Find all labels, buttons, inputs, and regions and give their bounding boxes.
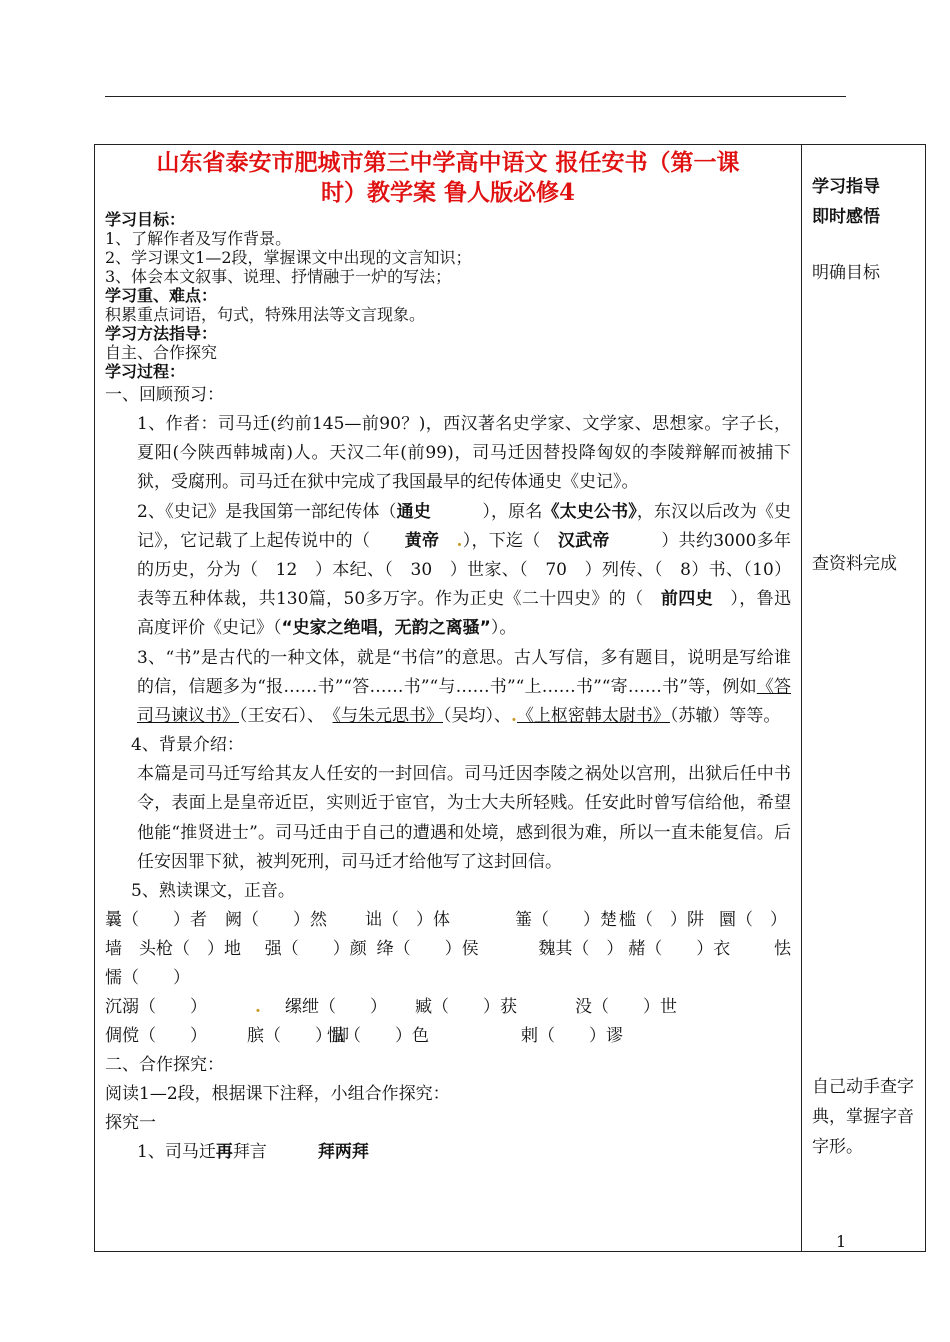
text-run: 1、司马迁 <box>137 1142 216 1163</box>
mark-dot: . <box>255 997 261 1018</box>
answer: 通史 <box>396 501 431 522</box>
header-rule <box>105 96 846 97</box>
pronunciation-row <box>105 1022 791 1051</box>
pron-item: 绛（ ）侯 <box>376 939 479 960</box>
answer: 30 <box>410 560 433 581</box>
method-heading: 学习方法指导： <box>105 324 218 343</box>
mark-dot: . <box>511 706 517 727</box>
explore-intro: 阅读1—2段，根据课下注释，小组合作探究： <box>105 1084 450 1105</box>
pron-item: 剌（ ）谬 <box>521 1026 623 1047</box>
pron-item: 愠（ ）色 <box>327 1026 429 1047</box>
pron-item: 诎（ ）体 <box>365 910 450 931</box>
text-run: ，东汉以后改为《史记》，它记载了上起传说中的（ <box>137 501 792 551</box>
process-heading: 学习过程： <box>105 362 186 381</box>
pron-item: 赭（ ）衣 <box>628 939 731 960</box>
text-run: ），下迄（ <box>462 530 541 551</box>
pron-item: 懦（ ） <box>105 968 190 989</box>
pron-item: 膑（ ）脚 <box>247 1026 349 1047</box>
text-run: ）书、（ <box>690 560 753 581</box>
method-text: 自主、合作探究 <box>105 343 218 362</box>
mark-dot: . <box>456 530 463 551</box>
page-title <box>105 148 791 208</box>
background-heading: 4、背景介绍： <box>131 735 244 756</box>
pronunciation-row <box>105 935 791 964</box>
text-run: ）共约3000多年的历史，分为（ <box>137 530 792 581</box>
pron-item: 怯 <box>774 939 791 960</box>
answer: 拜两拜 <box>317 1142 369 1163</box>
answer: 8 <box>680 560 691 581</box>
text-run: ）世家、（ <box>449 560 528 581</box>
answer: 汉武帝 <box>557 530 610 551</box>
answer: 《太史公书》 <box>542 501 637 522</box>
keypoints-heading: 学习重、难点： <box>105 286 218 305</box>
answer: “史家之绝唱，无韵之离骚” <box>281 618 491 639</box>
background-text: 本篇是司马迁写给其友人任安的一封回信。司马迁因李陵之祸处以宫刑，出狱后任中书令，表面上是皇帝近臣，实则近于宦官，为士大夫所轻贱。任安此时曾写信给他，希望他能“推贤进士”。司马迁由于自己的遭遇和处境，感到很为难，所以一直未能复信。后任安因罪下狱，被判死刑，司马迁才给他写了这封回信。 <box>137 764 791 872</box>
book-title: 《上枢密韩太尉书》 <box>516 706 670 727</box>
text-run: ），原名 <box>482 501 543 522</box>
text-run: ）本纪、（ <box>314 560 394 581</box>
answer: 再 <box>215 1142 233 1163</box>
pron-item: 圜（ ） <box>719 910 787 931</box>
pron-item: 箠（ ）楚 <box>515 910 617 931</box>
review-block <box>105 410 791 731</box>
answer: 前四史 <box>660 589 714 610</box>
pron-item: 魏其（ ） <box>538 939 624 960</box>
pron-item: 曩（ ）者 <box>105 910 207 931</box>
read-heading: 5、熟读课文，正音。 <box>131 881 295 902</box>
pron-item: 墙 头枪（ ）地 <box>105 939 241 960</box>
pron-item: 没（ ）世 <box>575 997 677 1018</box>
goals-heading: 学习目标： <box>105 210 186 229</box>
letter-paragraph <box>137 644 791 732</box>
text-run: ）。 <box>490 618 517 639</box>
side-title <box>812 172 922 232</box>
text-run: 3、“书”是古代的一种文体，就是“书信”的意思。古人写信，多有题目，说明是写给谁的信，信题多为“报……书”“答……书”“与……书”“上……书”“寄……书”等，例如 <box>137 647 791 697</box>
pronunciation-row <box>105 964 791 993</box>
pron-item: 缧绁（ ） <box>285 997 387 1018</box>
explore-one: 探究一 <box>105 1113 156 1134</box>
answer: 黄帝 <box>404 530 440 551</box>
pron-item: 强（ ）颜 <box>264 939 367 960</box>
text-run: ），鲁迅高度评价《史记》（ <box>137 589 792 639</box>
column-divider <box>801 144 802 1252</box>
background-block <box>105 760 791 877</box>
page-number: 1 <box>836 1232 847 1251</box>
pronunciation-row <box>105 906 791 935</box>
side-note-research: 查资料完成 <box>812 554 897 574</box>
title-line-1: 山东省泰安市肥城市第三中学高中语文 报任安书（第一课 <box>156 149 740 176</box>
book-title: 《答司马谏议书》 <box>137 676 791 727</box>
goal-item: 2、学习课文1—2段，掌握课文中出现的文言知识； <box>105 248 472 267</box>
side-title-line: 学习指导 <box>812 177 880 197</box>
side-title-line: 即时感悟 <box>812 207 880 227</box>
pron-item: 倜傥（ ） <box>105 1026 207 1047</box>
text-run: （王安石）、 <box>239 706 316 727</box>
text-run: 2、《史记》是我国第一部纪传体（ <box>137 501 397 522</box>
text-run: 拜言 <box>232 1142 267 1163</box>
pron-item: 臧（ ）获 <box>415 997 517 1018</box>
title-line-2: 时）教学案 鲁人版必修4 <box>320 179 575 206</box>
shiji-paragraph <box>137 498 791 644</box>
goal-item: 1、了解作者及写作背景。 <box>105 229 292 248</box>
side-note-goals: 明确目标 <box>812 263 880 283</box>
text-run: ）表等五种体裁，共130篇，50多万字。作为正史《二十四史》的（ <box>137 560 792 610</box>
pron-item: 阙（ ）然 <box>225 910 327 931</box>
question-1 <box>105 1138 791 1167</box>
text-run: ）列传、（ <box>584 560 663 581</box>
keypoints-text: 积累重点词语，句式，特殊用法等文言现象。 <box>105 305 426 324</box>
goal-item: 3、体会本文叙事、说理、抒情融于一炉的写法； <box>105 267 452 286</box>
side-note-dictionary: 自己动手查字典，掌握字音字形。 <box>812 1077 914 1157</box>
answer: 10 <box>752 560 774 581</box>
text-run: （苏辙）等等。 <box>669 706 781 727</box>
answer: 70 <box>545 560 567 581</box>
pron-item: 沉溺（ ） <box>105 997 207 1018</box>
pron-item: 槛（ ）阱 <box>619 910 704 931</box>
review-heading: 一、回顾预习： <box>105 385 224 405</box>
explore-heading: 二、合作探究： <box>105 1055 224 1076</box>
author-paragraph: 1、作者：司马迁(约前145—前90？)，西汉著名史学家、文学家、思想家。字子长，夏阳(今陕西韩城南)人。天汉二年(前99)，司马迁因替投降匈奴的李陵辩解而被捕下狱，受腐刑。司马迁在狱中完成了我国最早的纪传体通史《史记》。 <box>137 414 791 493</box>
main-column <box>105 146 791 1167</box>
answer: 12 <box>275 560 298 581</box>
book-title: 《与朱元思书》 <box>332 706 443 727</box>
text-run: （吴均）、 <box>443 706 511 727</box>
pronunciation-row <box>105 993 791 1022</box>
